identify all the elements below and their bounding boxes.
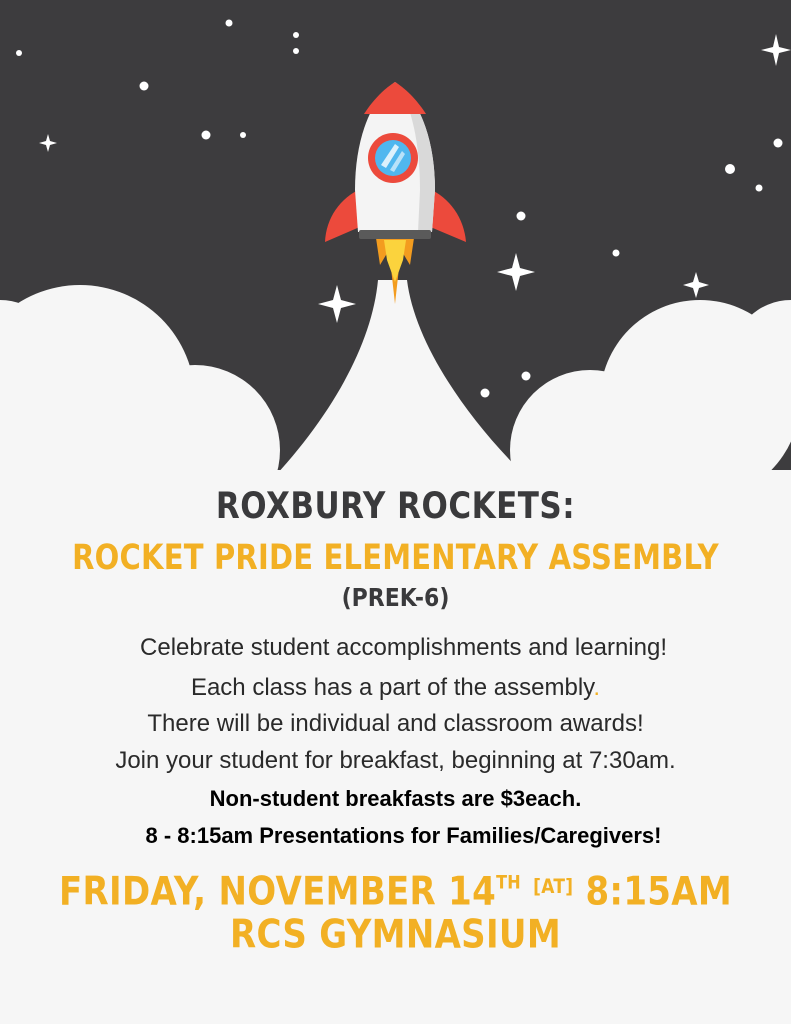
event-date-time <box>0 869 791 915</box>
breakfast-price: Non-student breakfasts are $3each. <box>209 786 582 811</box>
body-line-1: Celebrate student accomplishments and learning! <box>140 634 667 661</box>
body-line-4: Join your student for breakfast, beginning at 7:30am. <box>115 747 676 774</box>
body-line-2 <box>0 674 791 702</box>
at-label: [AT] <box>533 875 574 899</box>
school-title: ROXBURY ROCKETS: <box>215 484 576 528</box>
event-date: FRIDAY, NOVEMBER 14 <box>59 869 497 915</box>
body-line-2-period: . <box>593 674 601 701</box>
body-line-3: There will be individual and classroom awards! <box>147 710 644 737</box>
presentation-time: 8 - 8:15am Presentations for Families/Caregivers! <box>145 823 662 848</box>
body-line-2-text: Each class has a part of the assembly <box>190 674 594 701</box>
event-title: ROCKET PRIDE ELEMENTARY ASSEMBLY <box>72 536 719 578</box>
event-location: RCS GYMNASIUM <box>230 912 561 958</box>
grade-range: (PREK-6) <box>341 584 450 613</box>
event-time: 8:15AM <box>573 869 732 915</box>
date-ordinal: TH <box>496 871 521 894</box>
